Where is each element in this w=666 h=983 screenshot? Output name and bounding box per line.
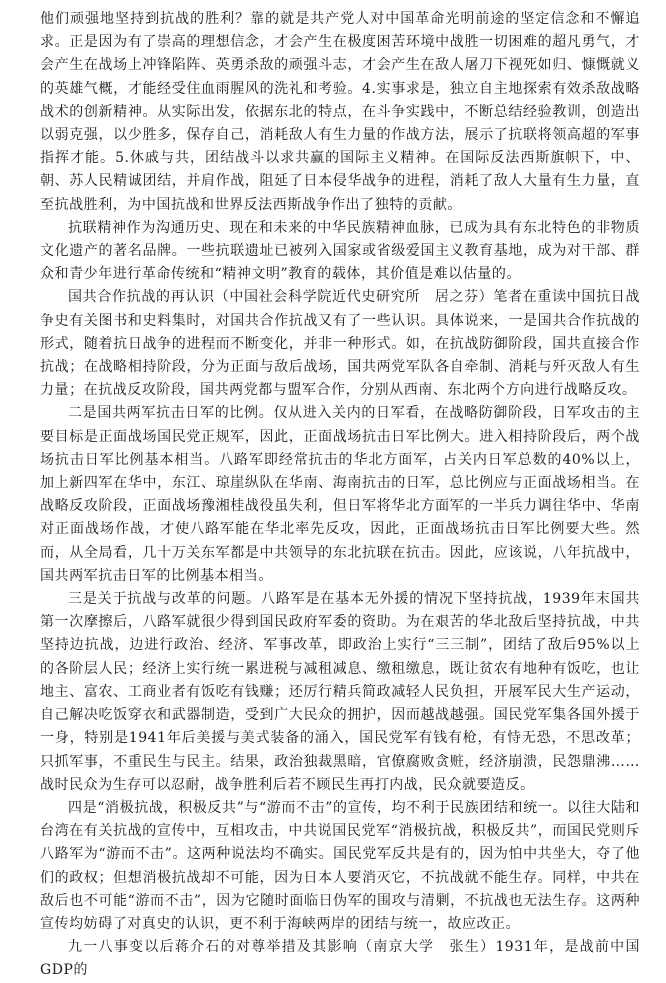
paragraph-6: 四是“消极抗战，积极反共”与“游而不击”的宣传，均不利于民族团结和统一。以往大陆和台湾在有关抗战的宣传中，互相攻击，中共说国民党军“消极抗战，积极反共”，而国民党则斥八路军为“游而不击”。这两种说法均不确实。国民党军反共是有的，因为怕中共坐大，夺了他们的政权；但想消极抗战却不可能，因为日本人要消灭它，不抗战就不能生存。同样，中共在敌后也不可能“游而不击”，因为它随时面临日伪军的围攻与清剿，不抗战也无法生存。这两种宣传均妨碍了对真史的认识，更不利于海峡两岸的团结与统一，故应改正。 xyxy=(40,799,640,932)
paragraph-1: 他们顽强地坚持到抗战的胜利？靠的就是共产党人对中国革命光明前途的坚定信念和不懈追求。正是因为有了崇高的理想信念，才会产生在极度困苦环境中战胜一切困难的超凡勇气，才会产生在战场上冲锋陷阵、英勇杀敌的顽强斗志，才会产生在敌人屠刀下视死如归、慷慨就义的英雄气概，才能经受住血雨腥风的洗礼和考验。4.实事求是，独立自主地探索有效杀敌战略战术的创新精神。从实际出发，依据东北的特点，在斗争实践中，不断总结经验教训，创造出以弱克强，以少胜多，保存自己，消耗敌人有生力量的作战方法，展示了抗联将领高超的军事指挥才能。5.休戚与共，团结战斗以求共赢的国际主义精神。在国际反法西斯旗帜下，中、朝、苏人民精诚团结，并肩作战，阻延了日本侵华战争的进程，消耗了敌人大量有生力量，直至抗战胜利，为中国抗战和世界反法西斯战争作出了独特的贡献。 xyxy=(40,11,640,213)
paragraph-2: 抗联精神作为沟通历史、现在和未来的中华民族精神血脉，已成为具有东北特色的非物质文化遗产的著名品牌。一些抗联遗址已被列入国家或省级爱国主义教育基地，成为对干部、群众和青少年进行革命传统和“精神文明”教育的载体，其价值是难以估量的。 xyxy=(40,219,640,283)
document-body xyxy=(40,8,640,983)
paragraph-5: 三是关于抗战与改革的问题。八路军是在基本无外援的情况下坚持抗战，1939年末国共第一次摩擦后，八路军就很少得到国民政府军委的资助。为在艰苦的华北敌后坚持抗战，中共坚持边抗战，边进行政治、经济、军事改革，即政治上实行“三三制”，团结了敌后95%以上的各阶层人民；经济上实行统一累进税与减租减息、缴租缴息，既让贫农有地种有饭吃，也让地主、富农、工商业者有饭吃有钱赚；还厉行精兵简政减轻人民负担，开展军民大生产运动，自己解决吃饭穿衣和武器制造，受到广大民众的拥护，因而越战越强。国民党军集各国外援于一身，特别是1941年后美援与美式装备的涌入，国民党军有钱有枪，有恃无恐，不思改革；只抓军事，不重民生与民主。结果，政治独裁黑暗，官僚腐败贪赃，经济崩溃，民怨鼎沸……战时民众为生存可以忍耐，战争胜利后若不顾民生再打内战，民众就要造反。 xyxy=(40,591,640,793)
paragraph-4: 二是国共两军抗击日军的比例。仅从进入关内的日军看，在战略防御阶段，日军攻击的主要目标是正面战场国民党正规军，因此，正面战场抗击日军比例大。进入相持阶段后，两个战场抗击日军比例基本相当。八路军即经常抗击的华北方面军，占关内日军总数的40%以上，加上新四军在华中，东江、琼崖纵队在华南、海南抗击的日军，总比例应与正面战场相当。在战略反攻阶段，正面战场豫湘桂战役虽失利，但日军将华北方面军的一半兵力调往华中、华南对正面战场作战，才使八路军能在华北率先反攻，因此，正面战场抗击日军比例要大些。然而，从全局看，几十万关东军都是中共领导的东北抗联在抗击。因此，应该说，八年抗战中，国共两军抗击日军的比例基本相当。 xyxy=(40,405,640,584)
paragraph-7: 九一八事变以后蒋介石的对尊举措及其影响（南京大学 张生）1931年，是战前中国GDP的 xyxy=(40,939,640,979)
paragraph-3: 国共合作抗战的再认识（中国社会科学院近代史研究所 居之芬）笔者在重读中国抗日战争史有关图书和史料集时，对国共合作抗战又有了一些认识。具体说来，一是国共合作抗战的形式，随着抗日战争的进程而不断变化，并非一种形式。如，在抗战防御阶段，国共直接合作抗战；在战略相持阶段，分为正面与敌后战场，国共两党军队各自牵制、消耗与歼灭敌人有生力量；在抗战反攻阶段，国共两党都与盟军合作，分别从西南、东北两个方向进行战略反攻。 xyxy=(40,289,640,399)
